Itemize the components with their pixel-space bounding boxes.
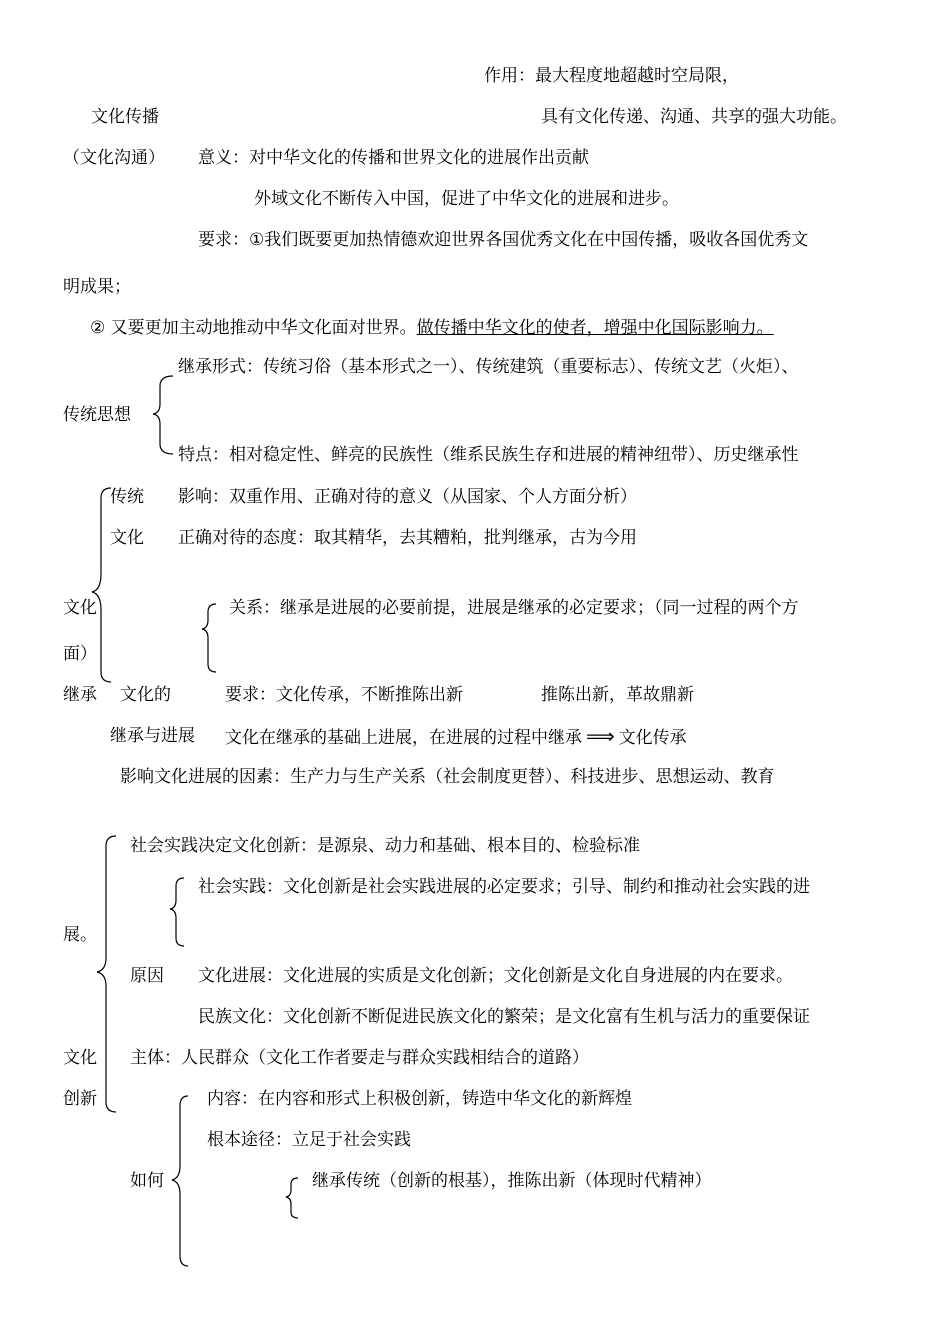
tujing-text: 根本途径：立足于社会实践 [207,1130,411,1150]
gongneng-text: 具有文化传递、沟通、共享的强大功能。 [541,107,847,127]
wenhua-mian-label-1: 文化 [63,598,97,618]
jicheng-label: 继承 [63,685,97,705]
neirong-text: 内容：在内容和形式上积极创新，铸造中华文化的新辉煌 [207,1089,632,1109]
brace-jicheng-chuantong [286,1178,298,1218]
yiyi-text: 意义：对中华文化的传播和世界文化的进展作出贡献 [198,148,589,168]
chuantong-sixiang-label: 传统思想 [63,405,131,425]
jicheng-chuantong-text: 继承传统（创新的根基），推陈出新（体现时代精神） [312,1171,712,1191]
jicheng-jinzhan-label: 继承与进展 [110,726,195,746]
tuichen-chuxin-text: 推陈出新，革故鼎新 [541,685,694,705]
yaoqiu-chuancheng-text: 要求：文化传承，不断推陈出新 [225,685,463,705]
yaoqiu2-line [90,317,774,339]
chuantong-label: 传统 [110,487,144,507]
zhuti-text: 主体：人民群众（文化工作者要走与群众实践相结合的道路） [130,1048,589,1068]
yinsu-text: 影响文化进展的因素：生产力与生产关系（社会制度更替）、科技进步、思想运动、教育 [120,767,775,787]
section-title-wenhua-chuanbo: 文化传播 [91,107,159,127]
yaoqiu-text: 要求：①我们既要更加热情德欢迎世界各国优秀文化在中国传播，吸收各国优秀文 [198,230,809,250]
subtitle-wenhua-goutong: （文化沟通） [63,148,165,168]
wenhua-label: 文化 [110,528,144,548]
guanxi-text: 关系：继承是进展的必要前提，进展是继承的必定要求；（同一过程的两个方 [229,598,799,618]
wenhua-de-label: 文化的 [120,685,171,705]
minzu-text: 民族文化：文化创新不断促进民族文化的繁荣；是文化富有生机与活力的重要保证 [198,1007,810,1027]
jicheng-xingshi-text: 继承形式：传统习俗（基本形式之一）、传统建筑（重要标志）、传统文艺（火炬）、 [178,357,799,377]
jicheng-jinzhan-line [225,725,687,749]
shijian-detail-text: 社会实践：文化创新是社会实践进展的必定要求；引导、制约和推动社会实践的进 [198,877,810,897]
yaoqiu-cont-text: 明成果； [63,277,131,297]
taidu-text: 正确对待的态度：取其精华，去其糟粕，批判继承，古为今用 [178,528,637,548]
tedian-text: 特点：相对稳定性、鲜亮的民族性（维系民族生存和进展的精神纽带）、历史继承性 [178,445,799,465]
brace-guanxi [202,604,216,672]
yuanyin-label: 原因 [130,966,164,986]
yaoqiu2-b-underlined: 做传播中华文化的使者，增强中化国际影响力。 [416,318,774,338]
brace-ruhe [172,1096,188,1266]
zhan-text: 展。 [63,925,97,945]
brace-wenhua-chuangxin [97,836,116,1112]
wenhua-chuangxin-label-1: 文化 [63,1048,97,1068]
jinzhan-text: 文化进展：文化进展的实质是文化创新；文化创新是文化自身进展的内在要求。 [198,966,793,986]
brace-chuantong-sixiang [153,376,173,454]
zai-jicheng-text: 文化在继承的基础上进展，在进展的过程中继承 [225,728,582,748]
brace-shehui-shijian [170,878,184,946]
yiyi2-text: 外域文化不断传入中国，促进了中华文化的进展和进步。 [254,189,679,209]
yaoqiu2-a: ② 又要更加主动地推动中华文化面对世界。 [90,318,417,338]
zuoyong-text: 作用：最大程度地超越时空局限， [484,66,739,86]
wenhua-chuancheng-text: 文化传承 [618,728,687,748]
yingxiang-text: 影响：双重作用、正确对待的意义（从国家、个人方面分析） [178,487,637,507]
right-arrow-icon: ⟹ [586,724,615,748]
shehui-shijian-text: 社会实践决定文化创新：是源泉、动力和基础、根本目的、检验标准 [130,836,640,856]
wenhua-mian-label-2: 面） [63,644,97,664]
ruhe-label: 如何 [130,1171,164,1191]
wenhua-chuangxin-label-2: 创新 [63,1089,97,1109]
